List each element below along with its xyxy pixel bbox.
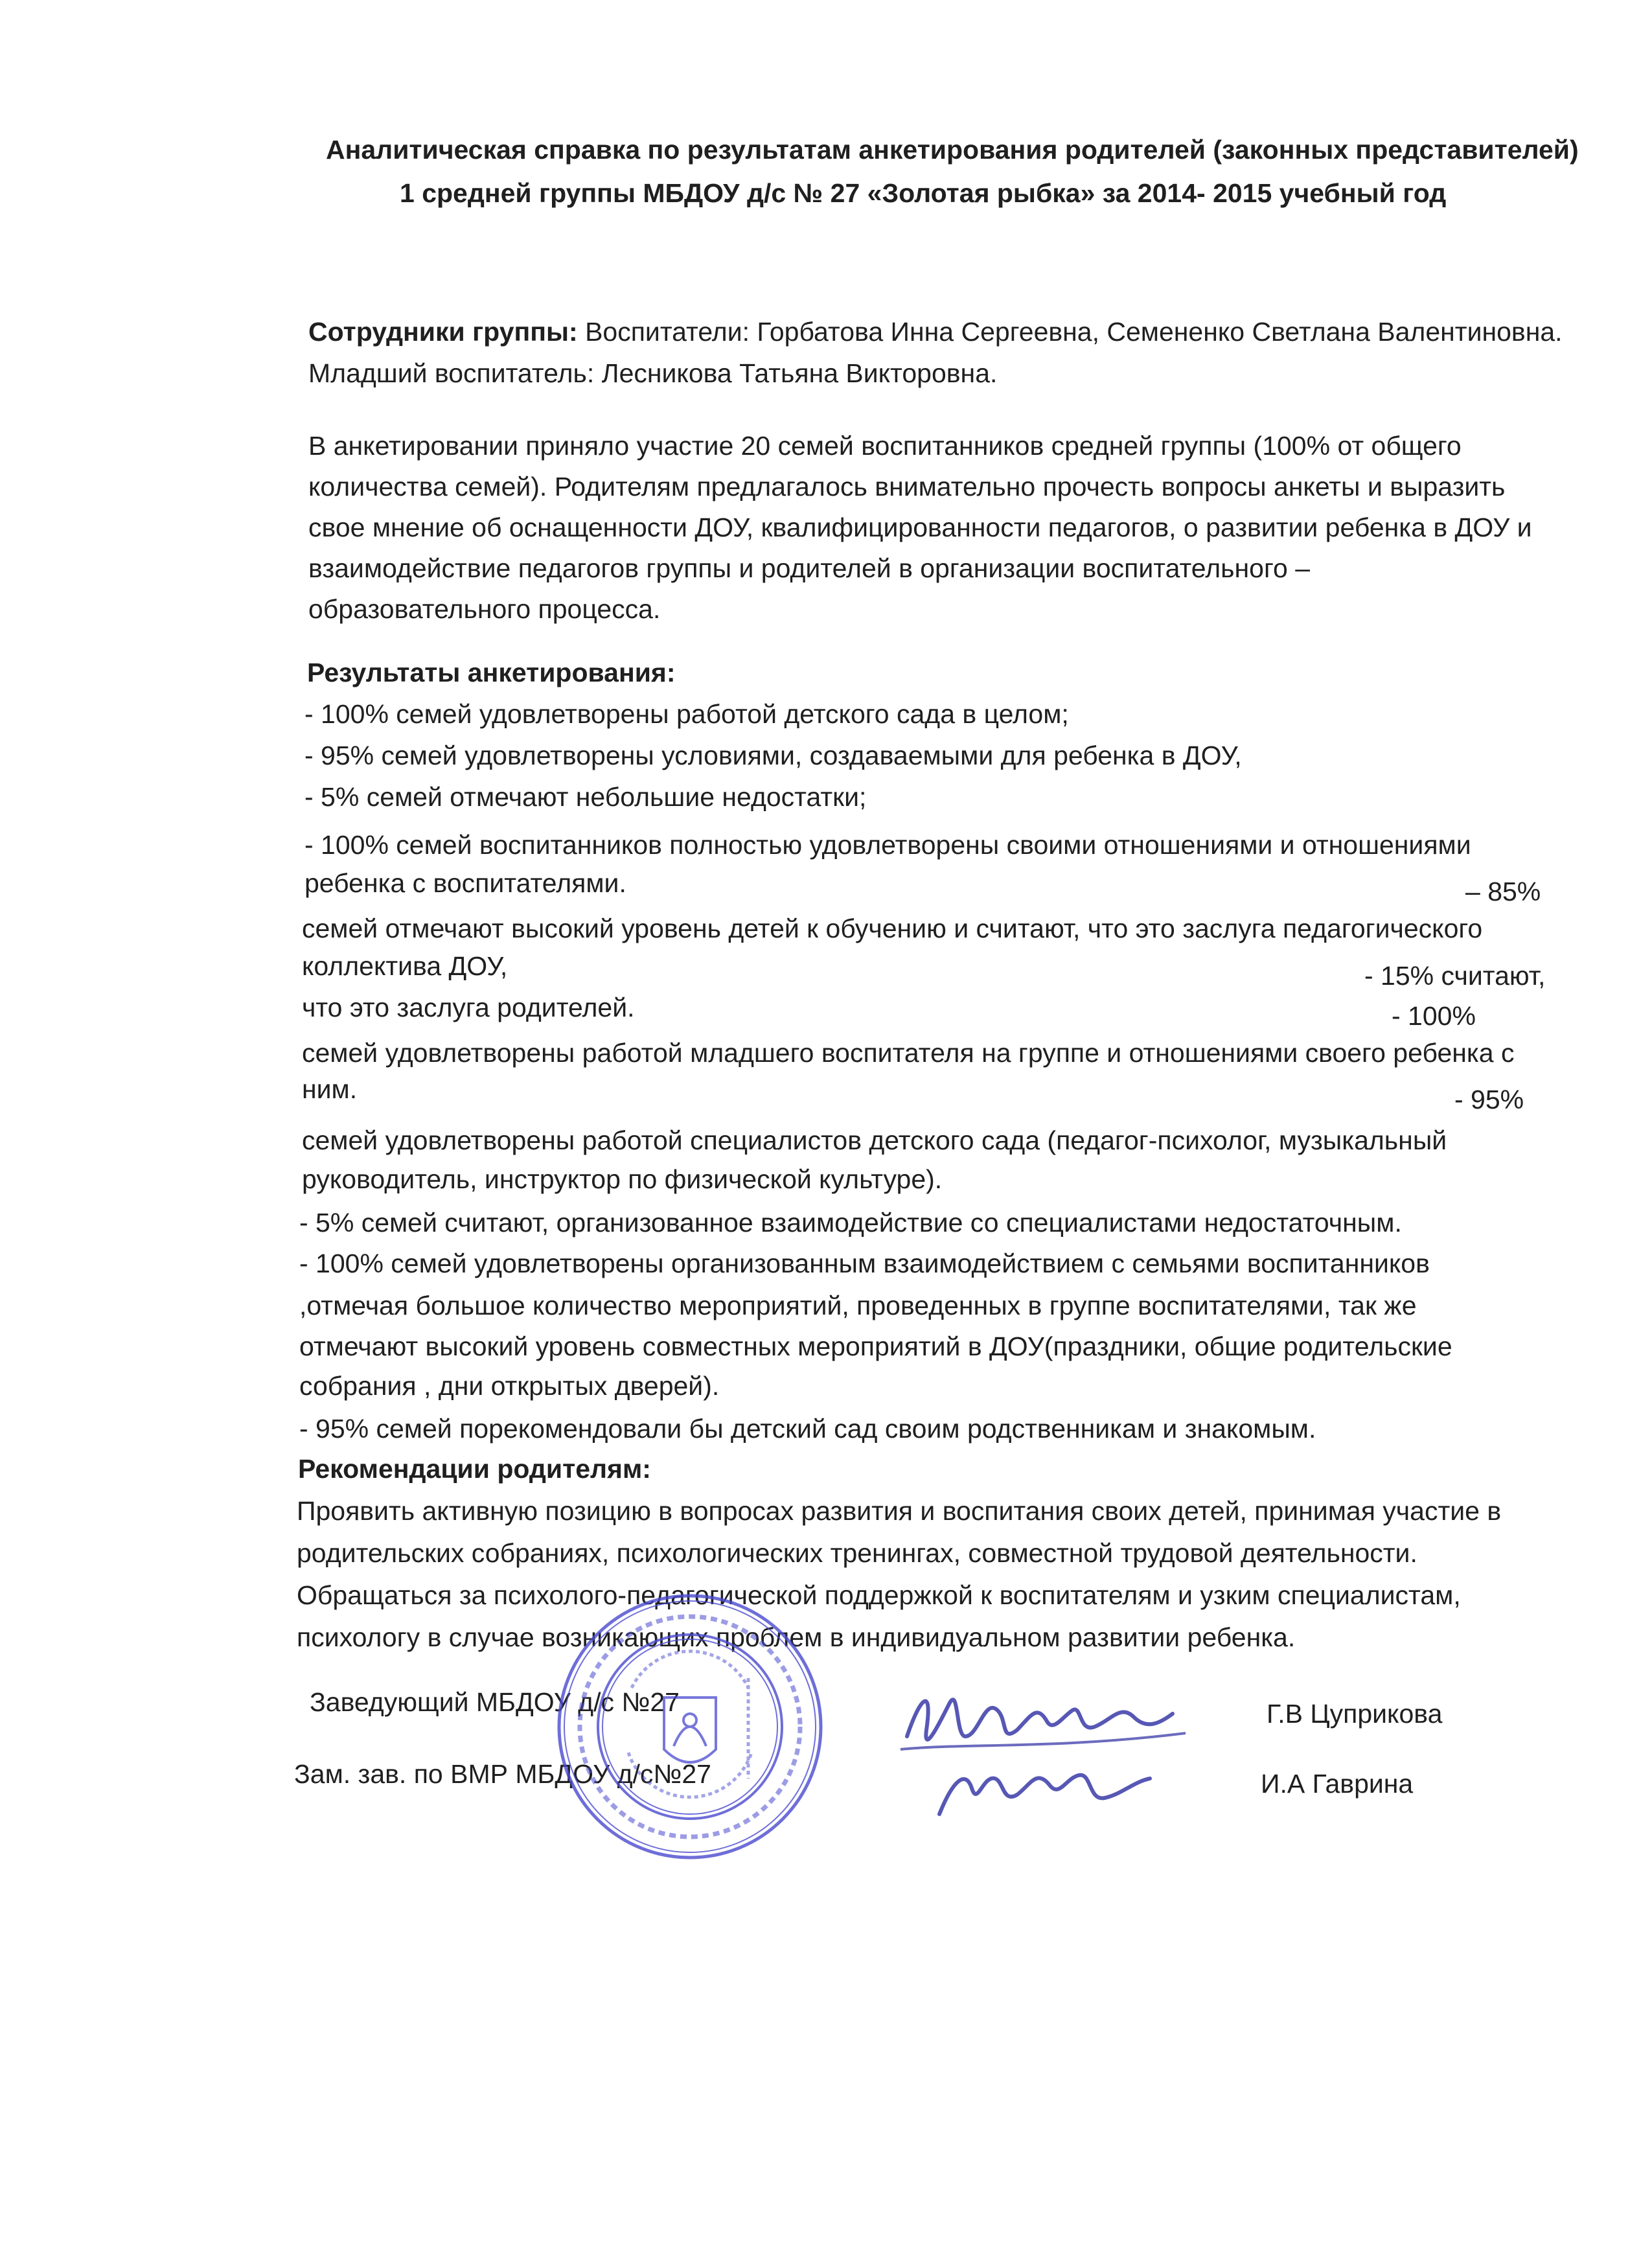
document-title-line2: 1 средней группы МБДОУ д/с № 27 «Золотая рыбка» за 2014- 2015 учебный год [400,178,1447,208]
results-line: семей удовлетворены работой младшего воспитателя на группе и отношениями своего ребенка с [302,1038,1515,1068]
results-line: - 95% семей порекомендовали бы детский сад своим родственникам и знакомым. [299,1414,1316,1444]
deputy-signature [926,1743,1160,1834]
results-line: - 100% семей удовлетворены организованным взаимодействием с семьями воспитанников [299,1249,1430,1278]
results-line: семей удовлетворены работой специалистов детского сада (педагог-психолог, музыкальный [302,1125,1447,1155]
results-right-value: – 85% [1465,877,1541,906]
results-line: коллектива ДОУ, [302,951,508,981]
results-line: ним. [302,1074,358,1104]
staff-label: Сотрудники группы: [308,317,578,347]
staff-teachers: Воспитатели: Горбатова Инна Сергеевна, Семененко Светлана Валентиновна. [577,317,1563,347]
official-stamp [554,1591,826,1863]
results-line: ,отмечая большое количество мероприятий, проведенных в группе воспитателями, так же [299,1291,1417,1320]
recommendations-line: Проявить активную позицию в вопросах развития и воспитания своих детей, принимая участие в [297,1496,1502,1526]
results-line: семей отмечают высокий уровень детей к обучению и считают, что это заслуга педагогического [302,914,1483,943]
recommendations-line: психологу в случае возникающих проблем в индивидуальном развитии ребенка. [297,1622,1296,1652]
intro-line: В анкетировании приняло участие 20 семей воспитанников средней группы (100% от общего [308,431,1462,461]
staff-line1 [308,316,1563,348]
staff-line2: Младший воспитатель: Лесникова Татьяна Викторовна. [308,358,998,388]
results-heading: Результаты анкетирования: [307,658,676,687]
head-name: Г.В Цуприкова [1267,1699,1443,1729]
recommendations-line: Обращаться за психолого-педагогической поддержкой к воспитателям и узким специалистам, [297,1580,1461,1610]
deputy-name: И.А Гаврина [1261,1769,1414,1799]
results-line: - 100% семей воспитанников полностью удовлетворены своими отношениями и отношениями [304,830,1471,860]
intro-line: взаимодействие педагогов группы и родителей в организации воспитательного – [308,553,1311,583]
results-line: что это заслуга родителей. [302,993,635,1022]
intro-line: количества семей). Родителям предлагалось внимательно прочесть вопросы анкеты и выразить [308,472,1506,501]
deputy-title: Зам. зав. по ВМР МБДОУ д/с№27 [294,1759,711,1789]
head-title: Заведующий МБДОУ д/с №27 [310,1687,680,1717]
results-line: - 5% семей отмечают небольшие недостатки; [304,782,867,812]
intro-line: образовательного процесса. [308,594,661,624]
results-line: - 100% семей удовлетворены работой детского сада в целом; [304,699,1069,729]
results-right-value: - 15% считают, [1364,961,1546,991]
results-line: отмечают высокий уровень совместных мероприятий в ДОУ(праздники, общие родительские [299,1331,1452,1361]
results-right-value: - 100% [1392,1001,1476,1031]
document-title-line1: Аналитическая справка по результатам анкетирования родителей (законных представителей) [326,135,1579,165]
results-line: - 5% семей считают, организованное взаимодействие со специалистами недостаточным. [299,1208,1402,1238]
results-right-value: - 95% [1454,1085,1524,1114]
results-line: - 95% семей удовлетворены условиями, создаваемыми для ребенка в ДОУ, [304,741,1242,770]
results-line: ребенка с воспитателями. [304,868,626,898]
recommendations-heading: Рекомендации родителям: [298,1454,651,1484]
recommendations-line: родительских собраниях, психологических тренингах, совместной трудовой деятельности. [297,1538,1417,1568]
intro-line: свое мнение об оснащенности ДОУ, квалифицированности педагогов, о развитии ребенка в ДОУ и [308,512,1532,542]
results-line: собрания , дни открытых дверей). [299,1371,720,1401]
results-line: руководитель, инструктор по физической культуре). [302,1164,943,1194]
